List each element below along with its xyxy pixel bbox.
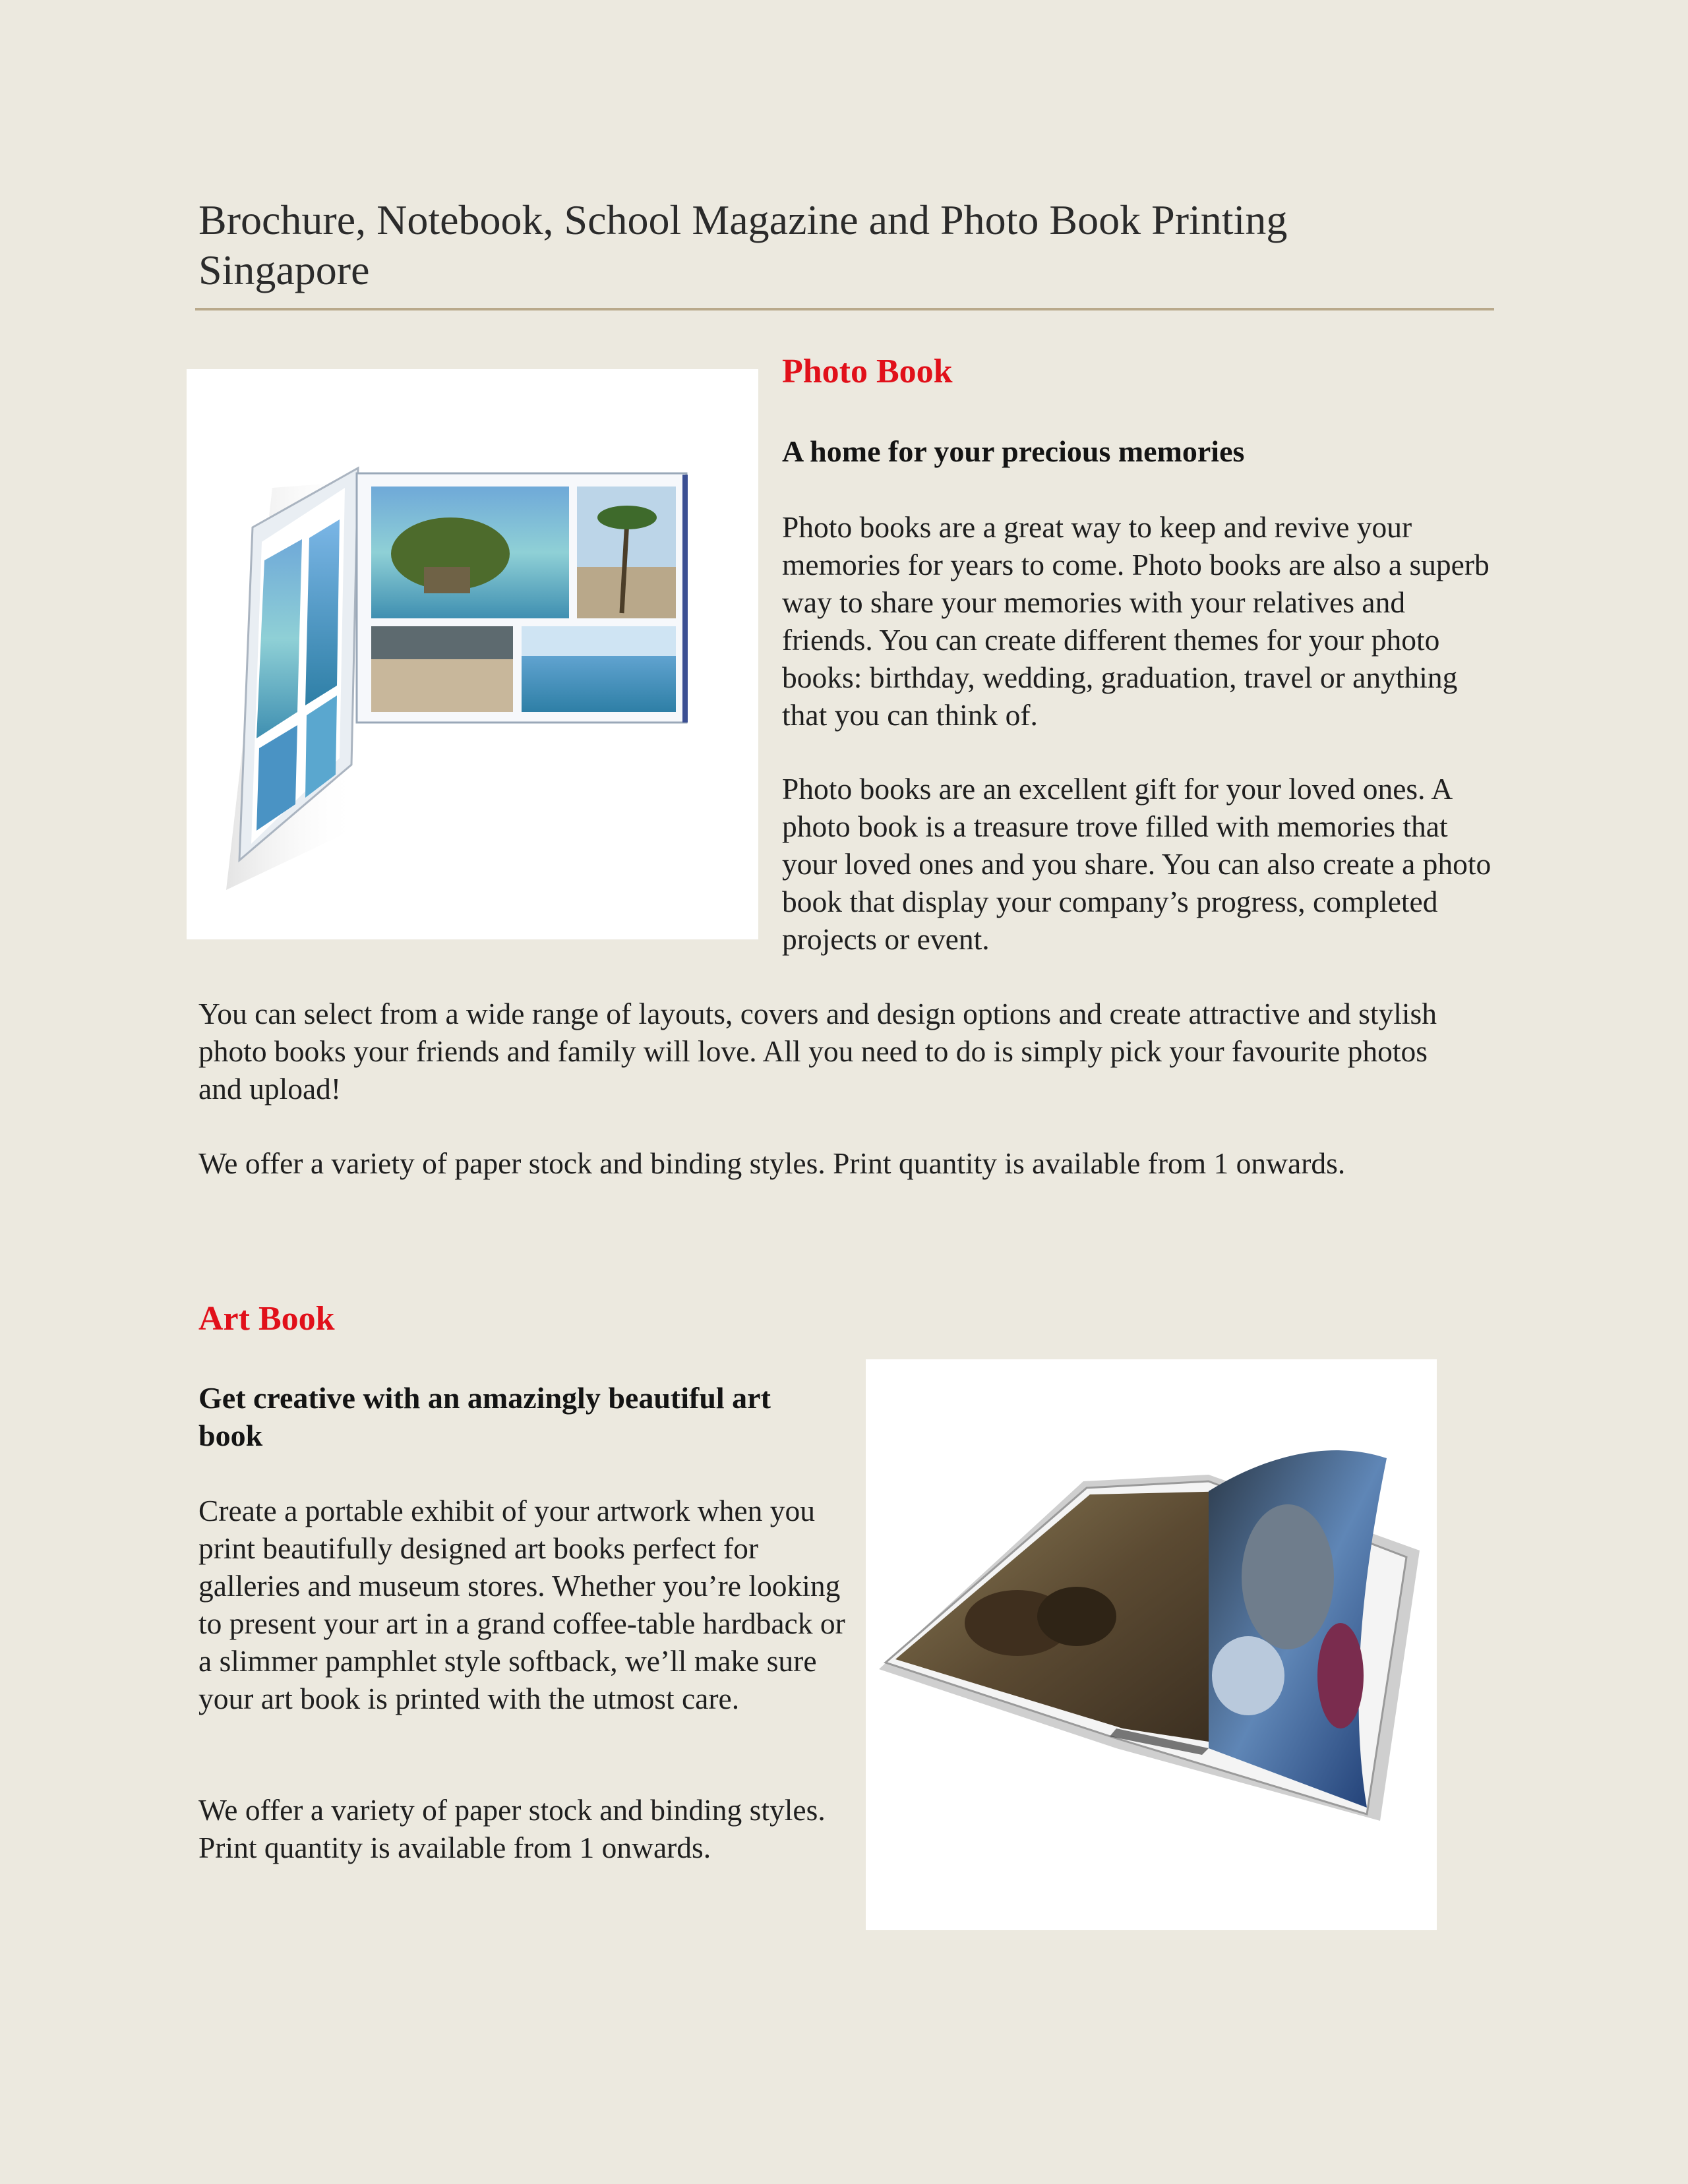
- title-divider: [195, 308, 1494, 310]
- art-book-heading: Art Book: [198, 1300, 335, 1338]
- art-book-paragraph-1: Create a portable exhibit of your artwork when you print beautifully designed art books perfect for galleries and museum stores. Whether you’re looking to present your art in a grand coffee-table hardback or a slimmer pamphlet style softback, we’ll make sure your art book is printed with the utmost care.: [198, 1494, 845, 1715]
- photo-book-paragraph-4: We offer a variety of paper stock and binding styles. Print quantity is available from 1 onwards.: [198, 1146, 1346, 1180]
- art-book-image: [866, 1359, 1437, 1930]
- photo-book-image: [187, 369, 758, 939]
- art-book-subheading: Get creative with an amazingly beautiful art book: [198, 1381, 771, 1452]
- photo-book-paragraph-2: Photo books are an excellent gift for your loved ones. A photo book is a treasure trove filled with memories that your loved ones and you share. You can also create a photo book that display your company’s progress, completed projects or event.: [782, 772, 1492, 956]
- photo-book-paragraph-1: Photo books are a great way to keep and revive your memories for years to come. Photo books are also a superb way to share your memories with your relatives and friends. You can create different themes for your photo books: birthday, wedding, graduation, travel or anything that you can think of.: [782, 510, 1490, 732]
- photo-book-heading: Photo Book: [782, 353, 953, 390]
- photo-book-subheading: A home for your precious memories: [782, 434, 1245, 468]
- art-book-paragraph-2: We offer a variety of paper stock and binding styles. Print quantity is available from 1 onwards.: [198, 1793, 826, 1864]
- photo-book-paragraph-3: You can select from a wide range of layouts, covers and design options and create attractive and stylish photo books your friends and family will love. All you need to do is simply pick your favourite photos and upload!: [198, 997, 1437, 1106]
- page-title: Brochure, Notebook, School Magazine and Photo Book Printing Singapore: [198, 196, 1288, 293]
